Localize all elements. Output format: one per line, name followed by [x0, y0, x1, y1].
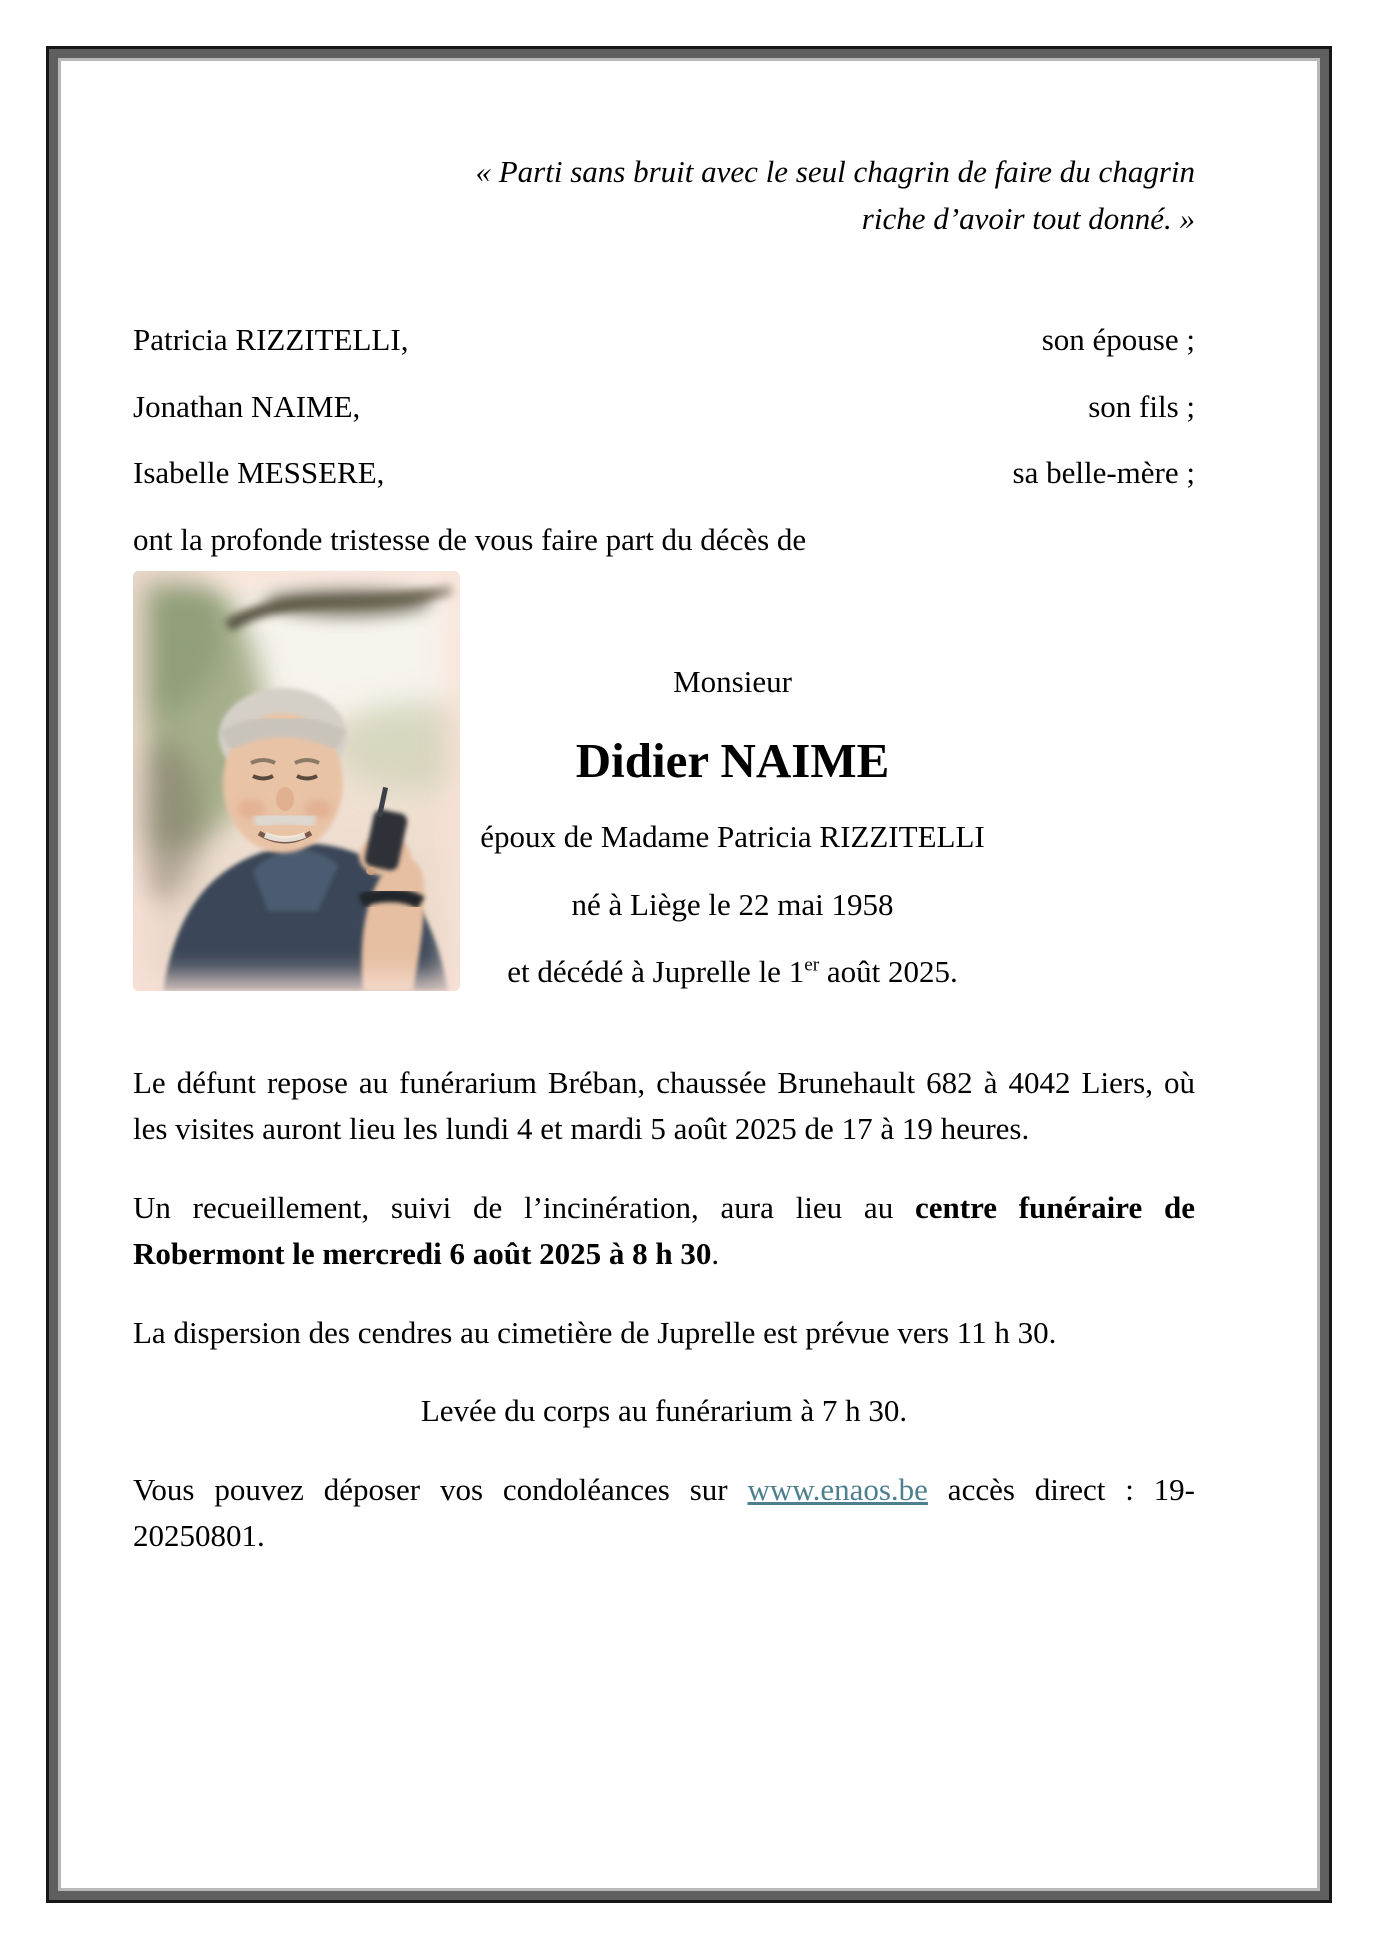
memorial-quote-line1: « Parti sans bruit avec le seul chagrin de faire du chagrin	[475, 154, 1195, 189]
deceased-spouse-line: époux de Madame Patricia RIZZITELLI	[480, 819, 985, 855]
death-line-ordinal: er	[804, 954, 820, 976]
deceased-death-line	[460, 949, 1005, 996]
announcement-intro: ont la profonde tristesse de vous faire part du décès de	[133, 521, 807, 557]
condolences-paragraph	[133, 1467, 1195, 1560]
page-frame	[46, 46, 1332, 1903]
portrait-photo	[133, 571, 460, 991]
portrait-photo-illustration	[133, 571, 460, 991]
relative-row	[133, 384, 1195, 431]
recueillement-suffix: .	[711, 1236, 720, 1272]
page-frame-mid	[49, 49, 1329, 1900]
relative-name: Jonathan NAIME,	[133, 388, 361, 424]
page-frame-inner	[58, 58, 1320, 1891]
condolences-prefix: Vous pouvez déposer vos condoléances sur	[133, 1471, 748, 1507]
memorial-quote-line2: riche d’avoir tout donné. »	[861, 200, 1195, 236]
recueillement-bold: centre funéraire de Robermont le mercredi 6 août 2025 à 8 h 30	[133, 1189, 1195, 1272]
deceased-section	[133, 571, 1195, 996]
deceased-text-block	[460, 571, 1195, 996]
relative-name: Patricia RIZZITELLI,	[133, 322, 409, 357]
repose-paragraph: Le défunt repose au funérarium Bréban, chaussée Brunehault 682 à 4042 Liers, où les visites auront lieu les lundi 4 et mardi 5 août 2025 de 17 à 19 heures.	[133, 1064, 1195, 1147]
enaos-link[interactable]: www.enaos.be	[747, 1471, 928, 1507]
deceased-name: Didier NAIME	[575, 732, 890, 788]
relatives-list	[133, 317, 1195, 563]
deceased-title: Monsieur	[673, 664, 792, 699]
relative-relation: son épouse ;	[1041, 322, 1195, 357]
death-line-suffix: août 2025.	[819, 954, 958, 990]
relative-row	[133, 450, 1195, 497]
deceased-birth-line: né à Liège le 22 mai 1958	[571, 886, 894, 922]
condolences-suffix: accès direct : 19-20250801.	[133, 1471, 1195, 1554]
recueillement-prefix: Un recueillement, suivi de l’incinération, aura lieu au	[133, 1189, 915, 1225]
relative-relation: son fils ;	[1088, 388, 1195, 424]
recueillement-paragraph	[133, 1185, 1195, 1278]
dispersion-paragraph: La dispersion des cendres au cimetière de Juprelle est prévue vers 11 h 30.	[133, 1314, 1057, 1350]
announcement-content	[61, 61, 1317, 1888]
announcement-paragraphs	[133, 1060, 1195, 1560]
relative-relation: sa belle-mère ;	[1012, 455, 1195, 490]
relative-row	[133, 317, 1195, 364]
death-line-prefix: et décédé à Juprelle le 1	[507, 954, 805, 990]
memorial-quote	[133, 149, 1195, 242]
relative-name: Isabelle MESSERE,	[133, 455, 385, 490]
levee-paragraph: Levée du corps au funérarium à 7 h 30.	[420, 1393, 908, 1429]
